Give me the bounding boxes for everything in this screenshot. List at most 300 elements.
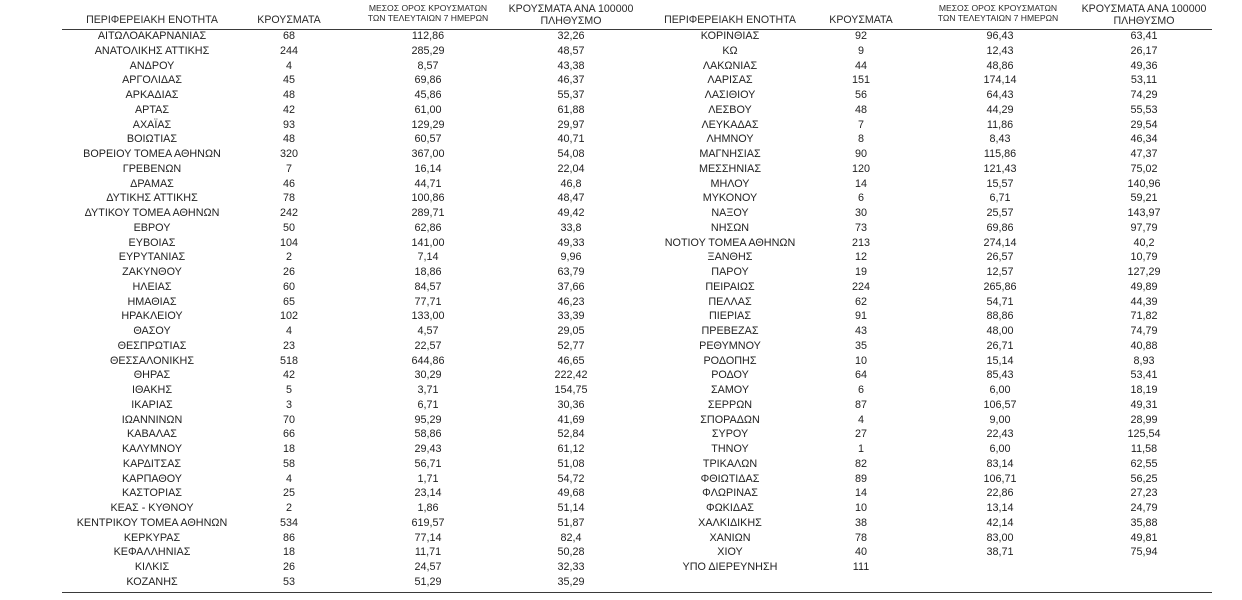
left-cell-per-100k: 50,28	[557, 546, 585, 559]
right-cell-cases: 90	[854, 148, 867, 160]
left-cell-cases: 18	[282, 546, 295, 559]
left-cell-per-100k: 46,65	[557, 354, 585, 367]
right-cell-region: ΝΗΣΩΝ	[710, 221, 750, 234]
left-cell-per-100k: 32,33	[557, 561, 585, 573]
left-cell-per-100k: 33,8	[560, 221, 582, 234]
left-cell-cases: 7	[285, 162, 292, 175]
right-cell-region: ΦΩΚΙΔΑΣ	[706, 502, 754, 514]
right-cell-per-100k: 29,54	[1130, 118, 1158, 131]
right-cell-region: ΜΥΚΟΝΟΥ	[702, 192, 758, 205]
right-cell-per-100k: 11,58	[1130, 443, 1158, 455]
right-cell-cases: 10	[854, 502, 867, 514]
left-cell-per-100k: 52,84	[557, 428, 585, 441]
left-cell-avg-7day: 60,57	[414, 133, 442, 146]
right-cell-avg-7day: 6,00	[989, 443, 1011, 455]
table-row	[0, 516, 1242, 531]
left-header-per100k-line1: ΚΡΟΥΣΜΑΤΑ ΑΝΑ 100000	[508, 3, 634, 15]
table-row	[0, 309, 1242, 324]
right-cell-avg-7day: 13,14	[986, 502, 1014, 514]
table-row	[0, 339, 1242, 354]
table-row	[0, 177, 1242, 192]
left-cell-cases: 53	[282, 575, 295, 588]
left-cell-per-100k: 49,33	[557, 236, 585, 249]
table-row	[0, 191, 1242, 206]
right-cell-region: ΚΩ	[722, 44, 738, 57]
right-cell-region: ΞΑΝΘΗΣ	[707, 251, 753, 264]
right-cell-avg-7day: 274,14	[983, 236, 1017, 249]
right-cell-per-100k: 53,41	[1130, 369, 1158, 382]
left-cell-cases: 86	[282, 531, 295, 544]
right-cell-cases: 9	[857, 44, 864, 57]
right-cell-per-100k: 56,25	[1130, 472, 1158, 485]
left-cell-per-100k: 29,97	[557, 118, 585, 131]
right-cell-avg-7day: 69,86	[986, 221, 1014, 234]
right-cell-avg-7day: 12,43	[986, 44, 1014, 57]
left-cell-cases: 45	[282, 74, 295, 87]
table-row	[0, 59, 1242, 74]
left-cell-region: ΙΘΑΚΗΣ	[131, 384, 173, 396]
left-cell-region: ΚΑΡΠΑΘΟΥ	[121, 472, 183, 485]
table-row	[0, 442, 1242, 457]
right-cell-per-100k: 63,41	[1130, 30, 1158, 42]
right-cell-cases: 4	[857, 413, 864, 426]
right-cell-cases: 62	[854, 295, 867, 308]
left-cell-cases: 26	[282, 266, 295, 278]
left-cell-region: ΖΑΚΥΝΘΟΥ	[122, 266, 182, 278]
table-row	[0, 250, 1242, 265]
right-cell-region: ΛΕΣΒΟΥ	[708, 103, 752, 116]
left-cell-cases: 42	[282, 103, 295, 116]
right-cell-region: ΛΑΚΩΝΙΑΣ	[702, 59, 758, 72]
right-cell-per-100k: 28,99	[1130, 413, 1158, 426]
left-cell-cases: 518	[279, 354, 298, 367]
left-cell-avg-7day: 7,14	[417, 251, 439, 264]
right-cell-cases: 12	[854, 251, 867, 264]
left-cell-per-100k: 30,36	[557, 398, 585, 411]
right-cell-cases: 1	[857, 443, 864, 455]
right-cell-avg-7day: 174,14	[983, 74, 1017, 87]
table-row	[0, 575, 1242, 590]
table-row	[0, 354, 1242, 369]
right-cell-per-100k: 53,11	[1130, 74, 1158, 87]
right-cell-region: ΛΑΡΙΣΑΣ	[707, 74, 753, 87]
left-cell-per-100k: 51,08	[557, 457, 585, 470]
left-cell-avg-7day: 18,86	[414, 266, 442, 278]
left-cell-avg-7day: 112,86	[411, 30, 445, 42]
right-cell-per-100k	[1074, 560, 1214, 575]
right-cell-avg-7day: 44,29	[986, 103, 1014, 116]
left-cell-avg-7day: 23,14	[414, 487, 442, 500]
right-cell-per-100k: 97,79	[1130, 221, 1158, 234]
right-cell-cases: 14	[854, 177, 867, 190]
right-cell-region: ΧΑΛΚΙΔΙΚΗΣ	[698, 516, 762, 529]
right-cell-avg-7day: 15,14	[986, 354, 1014, 367]
left-cell-region: ΑΡΓΟΛΙΔΑΣ	[122, 74, 182, 87]
right-cell-region: ΠΕΙΡΑΙΩΣ	[705, 280, 755, 293]
right-cell-cases: 78	[854, 531, 867, 544]
table-row	[0, 398, 1242, 413]
left-cell-avg-7day: 22,57	[414, 339, 442, 352]
table-row	[0, 383, 1242, 398]
left-cell-region: ΚΟΖΑΝΗΣ	[126, 575, 178, 588]
right-cell-cases: 120	[851, 162, 870, 175]
left-cell-region: ΚΑΛΥΜΝΟΥ	[121, 443, 183, 455]
right-cell-region: ΚΟΡΙΝΘΙΑΣ	[700, 30, 760, 42]
right-cell-cases: 8	[857, 133, 864, 146]
left-cell-avg-7day: 100,86	[411, 192, 445, 205]
table-row	[0, 368, 1242, 383]
right-cell-cases: 10	[854, 354, 867, 367]
right-cell-cases: 27	[854, 428, 867, 441]
left-cell-region: ΗΜΑΘΙΑΣ	[127, 295, 177, 308]
right-cell-per-100k: 8,93	[1133, 354, 1155, 367]
left-cell-region: ΚΕΝΤΡΙΚΟΥ ΤΟΜΕΑ ΑΘΗΝΩΝ	[76, 516, 228, 529]
left-cell-region: ΔΡΑΜΑΣ	[130, 177, 174, 190]
right-cell-region: ΛΑΣΙΘΙΟΥ	[704, 89, 756, 101]
left-cell-region: ΒΟΙΩΤΙΑΣ	[126, 133, 178, 146]
left-cell-cases: 2	[285, 502, 292, 514]
right-cell-avg-7day	[938, 560, 1062, 575]
left-header-per100k	[506, 4, 636, 28]
left-cell-per-100k: 51,14	[557, 502, 585, 514]
right-cell-cases: 56	[854, 89, 867, 101]
table-row	[0, 44, 1242, 59]
table-row	[0, 29, 1242, 44]
left-cell-per-100k: 32,26	[557, 30, 585, 42]
left-cell-per-100k: 63,79	[557, 266, 585, 278]
right-cell-per-100k: 24,79	[1130, 502, 1158, 514]
left-header-per100k-line2: ΠΛΗΘΥΣΜΟ	[540, 14, 602, 27]
left-cell-avg-7day: 45,86	[414, 89, 442, 101]
left-cell-region: ΕΥΡΥΤΑΝΙΑΣ	[118, 251, 186, 264]
table-row	[0, 501, 1242, 516]
left-cell-cases: 46	[282, 177, 295, 190]
left-cell-avg-7day: 133,00	[411, 310, 445, 323]
table-row	[0, 531, 1242, 546]
right-cell-cases: 73	[854, 221, 867, 234]
right-cell-region: ΣΠΟΡΑΔΩΝ	[700, 413, 760, 426]
right-header-avg-line1: ΜΕΣΟΣ ΟΡΟΣ ΚΡΟΥΣΜΑΤΩΝ	[938, 3, 1058, 13]
right-cell-avg-7day: 38,71	[986, 546, 1014, 559]
left-cell-avg-7day: 644,86	[411, 354, 445, 367]
right-cell-avg-7day: 85,43	[986, 369, 1014, 382]
left-cell-cases: 93	[282, 118, 295, 131]
right-cell-cases: 7	[857, 118, 864, 131]
left-cell-region: ΚΑΣΤΟΡΙΑΣ	[122, 487, 182, 500]
right-cell-region: ΠΙΕΡΙΑΣ	[708, 310, 752, 323]
right-cell-region: ΝΑΞΟΥ	[711, 207, 749, 219]
right-cell-cases: 89	[854, 472, 867, 485]
left-cell-per-100k: 48,57	[557, 44, 585, 57]
left-cell-region: ΙΩΑΝΝΙΝΩΝ	[121, 413, 183, 426]
right-cell-cases: 19	[854, 266, 867, 278]
left-cell-avg-7day: 56,71	[414, 457, 442, 470]
left-cell-per-100k: 29,05	[557, 325, 585, 337]
table-row	[0, 118, 1242, 133]
left-cell-avg-7day: 8,57	[417, 59, 439, 72]
right-cell-region: ΠΡΕΒΕΖΑΣ	[701, 325, 759, 337]
table-row	[0, 206, 1242, 221]
left-cell-region: ΚΕΑΣ - ΚΥΘΝΟΥ	[110, 502, 194, 514]
right-cell-region: ΦΘΙΩΤΙΔΑΣ	[700, 472, 760, 485]
table-row	[0, 88, 1242, 103]
right-cell-avg-7day: 83,14	[986, 457, 1014, 470]
right-cell-avg-7day: 106,71	[983, 472, 1017, 485]
right-cell-cases: 38	[854, 516, 867, 529]
right-cell-cases: 44	[854, 59, 867, 72]
right-cell-region: ΜΗΛΟΥ	[710, 177, 750, 190]
right-cell-avg-7day: 96,43	[986, 30, 1014, 42]
left-cell-per-100k: 54,08	[557, 148, 585, 160]
table-row	[0, 324, 1242, 339]
right-cell-cases: 213	[851, 236, 870, 249]
left-cell-per-100k: 61,88	[557, 103, 585, 116]
left-cell-per-100k: 46,8	[560, 177, 582, 190]
left-cell-per-100k: 222,42	[554, 369, 588, 382]
left-cell-region: ΗΡΑΚΛΕΙΟΥ	[121, 310, 183, 323]
right-cell-cases: 111	[852, 561, 870, 573]
left-cell-per-100k: 35,29	[557, 575, 585, 588]
right-cell-avg-7day: 83,00	[986, 531, 1014, 544]
left-cell-region: ΑΝΑΤΟΛΙΚΗΣ ΑΤΤΙΚΗΣ	[94, 44, 210, 57]
table-row	[0, 413, 1242, 428]
left-cell-avg-7day: 51,29	[414, 575, 442, 588]
left-cell-per-100k: 61,12	[557, 443, 585, 455]
right-cell-per-100k: 55,53	[1130, 103, 1158, 116]
right-header-avg	[916, 4, 1080, 23]
left-cell-avg-7day: 4,57	[417, 325, 439, 337]
right-cell-region: ΝΟΤΙΟΥ ΤΟΜΕΑ ΑΘΗΝΩΝ	[664, 236, 796, 249]
right-cell-avg-7day: 26,57	[986, 251, 1014, 264]
right-cell-cases: 82	[854, 457, 867, 470]
right-cell-per-100k: 143,97	[1127, 207, 1161, 219]
table-row	[0, 560, 1242, 575]
right-cell-per-100k: 125,54	[1127, 428, 1161, 441]
left-cell-avg-7day: 58,86	[414, 428, 442, 441]
left-cell-per-100k: 49,68	[557, 487, 585, 500]
right-cell-avg-7day: 8,43	[989, 133, 1011, 146]
right-cell-per-100k: 35,88	[1130, 516, 1158, 529]
right-cell-per-100k: 75,94	[1130, 546, 1158, 559]
left-cell-cases: 244	[279, 44, 298, 57]
right-cell-per-100k: 74,79	[1130, 325, 1158, 337]
left-cell-region: ΚΑΡΔΙΤΣΑΣ	[122, 457, 182, 470]
right-cell-region: ΛΕΥΚΑΔΑΣ	[701, 118, 759, 131]
right-cell-per-100k: 59,21	[1130, 192, 1158, 205]
right-cell-avg-7day: 6,00	[989, 384, 1011, 396]
left-cell-avg-7day: 24,57	[414, 561, 442, 573]
left-cell-region: ΘΗΡΑΣ	[133, 369, 171, 382]
right-cell-avg-7day: 115,86	[983, 148, 1017, 160]
left-cell-cases: 68	[282, 30, 295, 42]
right-cell-avg-7day: 48,00	[986, 325, 1014, 337]
left-cell-per-100k: 43,38	[557, 59, 585, 72]
right-cell-avg-7day: 12,57	[986, 266, 1014, 278]
left-cell-avg-7day: 29,43	[414, 443, 442, 455]
right-cell-avg-7day: 106,57	[983, 398, 1017, 411]
right-cell-avg-7day: 64,43	[986, 89, 1014, 101]
left-cell-per-100k: 82,4	[560, 531, 582, 544]
table-row	[0, 162, 1242, 177]
left-cell-avg-7day: 285,29	[411, 44, 445, 57]
right-cell-region: ΤΡΙΚΑΛΩΝ	[702, 457, 758, 470]
right-cell-region: ΧΑΝΙΩΝ	[709, 531, 751, 544]
left-cell-cases: 42	[282, 369, 295, 382]
table-row	[0, 265, 1242, 280]
right-cell-region: ΡΟΔΟΥ	[711, 369, 749, 382]
left-cell-per-100k: 22,04	[557, 162, 585, 175]
left-cell-avg-7day: 16,14	[414, 162, 442, 175]
left-cell-region: ΘΕΣΣΑΛΟΝΙΚΗΣ	[109, 354, 194, 367]
left-cell-avg-7day: 1,86	[417, 502, 439, 514]
right-cell-region: ΣΕΡΡΩΝ	[707, 398, 753, 411]
left-cell-avg-7day: 141,00	[411, 236, 445, 249]
left-cell-per-100k: 154,75	[554, 384, 588, 396]
left-cell-avg-7day: 44,71	[414, 177, 442, 190]
right-cell-cases: 30	[854, 207, 867, 219]
right-cell-cases: 91	[854, 310, 867, 323]
right-cell-per-100k: 18,19	[1130, 384, 1158, 396]
left-cell-region: ΑΙΤΩΛΟΑΚΑΡΝΑΝΙΑΣ	[97, 30, 207, 42]
left-cell-cases: 4	[285, 59, 292, 72]
left-cell-cases: 3	[285, 398, 292, 411]
right-cell-per-100k: 49,31	[1130, 398, 1158, 411]
left-cell-per-100k: 49,42	[557, 207, 585, 219]
right-cell-cases: 40	[854, 546, 867, 559]
left-cell-per-100k: 46,37	[557, 74, 585, 87]
right-cell-region: ΧΙΟΥ	[717, 546, 743, 559]
left-cell-region: ΔΥΤΙΚΗΣ ΑΤΤΙΚΗΣ	[106, 192, 198, 205]
left-header-avg	[346, 4, 510, 23]
left-cell-cases: 65	[282, 295, 295, 308]
left-cell-cases: 5	[285, 384, 292, 396]
left-cell-per-100k: 48,47	[557, 192, 585, 205]
left-cell-region: ΔΥΤΙΚΟΥ ΤΟΜΕΑ ΑΘΗΝΩΝ	[84, 207, 220, 219]
right-cell-per-100k: 49,89	[1130, 280, 1158, 293]
left-cell-avg-7day: 367,00	[411, 148, 445, 160]
left-cell-region: ΓΡΕΒΕΝΩΝ	[122, 162, 182, 175]
table-row	[0, 132, 1242, 147]
right-cell-region: ΠΕΛΛΑΣ	[708, 295, 752, 308]
right-cell-avg-7day: 42,14	[986, 516, 1014, 529]
left-header-avg-line2: ΤΩΝ ΤΕΛΕΥΤΑΙΩΝ 7 ΗΜΕΡΩΝ	[367, 12, 489, 23]
right-cell-cases: 6	[857, 384, 864, 396]
left-cell-per-100k: 46,23	[557, 295, 585, 308]
right-cell-avg-7day: 6,71	[989, 192, 1011, 205]
left-cell-avg-7day: 61,00	[414, 103, 442, 116]
right-cell-region: ΤΗΝΟΥ	[711, 443, 749, 455]
left-cell-avg-7day: 1,71	[417, 472, 439, 485]
left-cell-region: ΚΕΡΚΥΡΑΣ	[123, 531, 181, 544]
left-cell-cases: 104	[279, 236, 298, 249]
right-cell-region: ΣΑΜΟΥ	[710, 384, 750, 396]
table-row	[0, 295, 1242, 310]
table-row	[0, 427, 1242, 442]
right-cell-per-100k: 49,81	[1130, 531, 1158, 544]
right-cell-region: ΦΛΩΡΙΝΑΣ	[702, 487, 758, 500]
right-cell-avg-7day: 88,86	[986, 310, 1014, 323]
left-cell-region: ΘΕΣΠΡΩΤΙΑΣ	[117, 339, 187, 352]
left-cell-per-100k: 54,72	[557, 472, 585, 485]
left-cell-cases: 70	[282, 413, 295, 426]
left-cell-avg-7day: 95,29	[414, 413, 442, 426]
left-cell-region: ΑΝΔΡΟΥ	[129, 59, 175, 72]
left-cell-region: ΚΙΛΚΙΣ	[134, 561, 170, 573]
right-header-region: ΠΕΡΙΦΕΡΕΙΑΚΗ ΕΝΟΤΗΤΑ	[664, 14, 796, 26]
right-cell-per-100k: 10,79	[1130, 251, 1158, 264]
right-cell-cases: 224	[851, 280, 870, 293]
right-cell-cases: 64	[854, 369, 867, 382]
right-cell-avg-7day: 48,86	[986, 59, 1014, 72]
right-cell-per-100k: 40,2	[1133, 236, 1155, 249]
left-cell-region: ΚΕΦΑΛΛΗΝΙΑΣ	[113, 546, 191, 559]
left-cell-cases: 242	[279, 207, 298, 219]
right-cell-region: ΠΑΡΟΥ	[711, 266, 749, 278]
right-cell-cases: 92	[854, 30, 867, 42]
left-cell-per-100k: 52,77	[557, 339, 585, 352]
right-cell-region: ΜΕΣΣΗΝΙΑΣ	[698, 162, 761, 175]
right-cell-avg-7day: 9,00	[989, 413, 1011, 426]
left-cell-region: ΒΟΡΕΙΟΥ ΤΟΜΕΑ ΑΘΗΝΩΝ	[83, 148, 221, 160]
right-cell-avg-7day: 22,43	[986, 428, 1014, 441]
right-cell-per-100k: 140,96	[1127, 177, 1161, 190]
right-cell-avg-7day: 54,71	[986, 295, 1014, 308]
left-cell-region: ΑΡΤΑΣ	[134, 103, 170, 116]
right-cell-avg-7day: 121,43	[983, 162, 1017, 175]
table-row	[0, 280, 1242, 295]
right-cell-cases: 87	[854, 398, 867, 411]
table-row	[0, 221, 1242, 236]
left-cell-region: ΕΒΡΟΥ	[133, 221, 171, 234]
left-cell-cases: 534	[279, 516, 298, 529]
left-header-region: ΠΕΡΙΦΕΡΕΙΑΚΗ ΕΝΟΤΗΤΑ	[86, 14, 218, 26]
right-cell-avg-7day: 25,57	[986, 207, 1014, 219]
left-cell-avg-7day: 69,86	[414, 74, 442, 87]
right-header-avg-line2: ΤΩΝ ΤΕΛΕΥΤΑΙΩΝ 7 ΗΜΕΡΩΝ	[937, 12, 1059, 23]
left-cell-per-100k: 37,66	[557, 280, 585, 293]
left-cell-avg-7day: 619,57	[411, 516, 445, 529]
left-cell-cases: 25	[282, 487, 295, 500]
left-cell-cases: 78	[282, 192, 295, 205]
left-cell-per-100k: 33,39	[557, 310, 585, 323]
left-cell-per-100k: 51,87	[557, 516, 585, 529]
left-cell-cases: 58	[282, 457, 295, 470]
right-cell-region: ΥΠΟ ΔΙΕΡΕΥΝΗΣΗ	[682, 561, 778, 573]
right-cell-cases: 151	[851, 74, 870, 87]
bottom-rule	[62, 592, 1212, 593]
left-cell-avg-7day: 77,71	[414, 295, 442, 308]
left-cell-cases: 102	[279, 310, 298, 323]
left-cell-region: ΘΑΣΟΥ	[133, 325, 171, 337]
left-cell-cases: 48	[282, 133, 295, 146]
table-row	[0, 236, 1242, 251]
right-cell-per-100k: 74,29	[1130, 89, 1158, 101]
right-cell-avg-7day: 15,57	[986, 177, 1014, 190]
right-cell-per-100k: 75,02	[1130, 162, 1158, 175]
table-row	[0, 486, 1242, 501]
left-cell-cases: 23	[282, 339, 295, 352]
right-cell-region: ΡΕΘΥΜΝΟΥ	[699, 339, 761, 352]
left-cell-avg-7day: 62,86	[414, 221, 442, 234]
right-header-per100k	[1074, 4, 1214, 28]
left-cell-avg-7day: 84,57	[414, 280, 442, 293]
left-cell-cases: 18	[282, 443, 295, 455]
right-cell-per-100k: 27,23	[1130, 487, 1158, 500]
table-row	[0, 103, 1242, 118]
left-cell-cases: 26	[282, 561, 295, 573]
left-cell-avg-7day: 30,29	[414, 369, 442, 382]
left-cell-avg-7day: 289,71	[411, 207, 445, 219]
